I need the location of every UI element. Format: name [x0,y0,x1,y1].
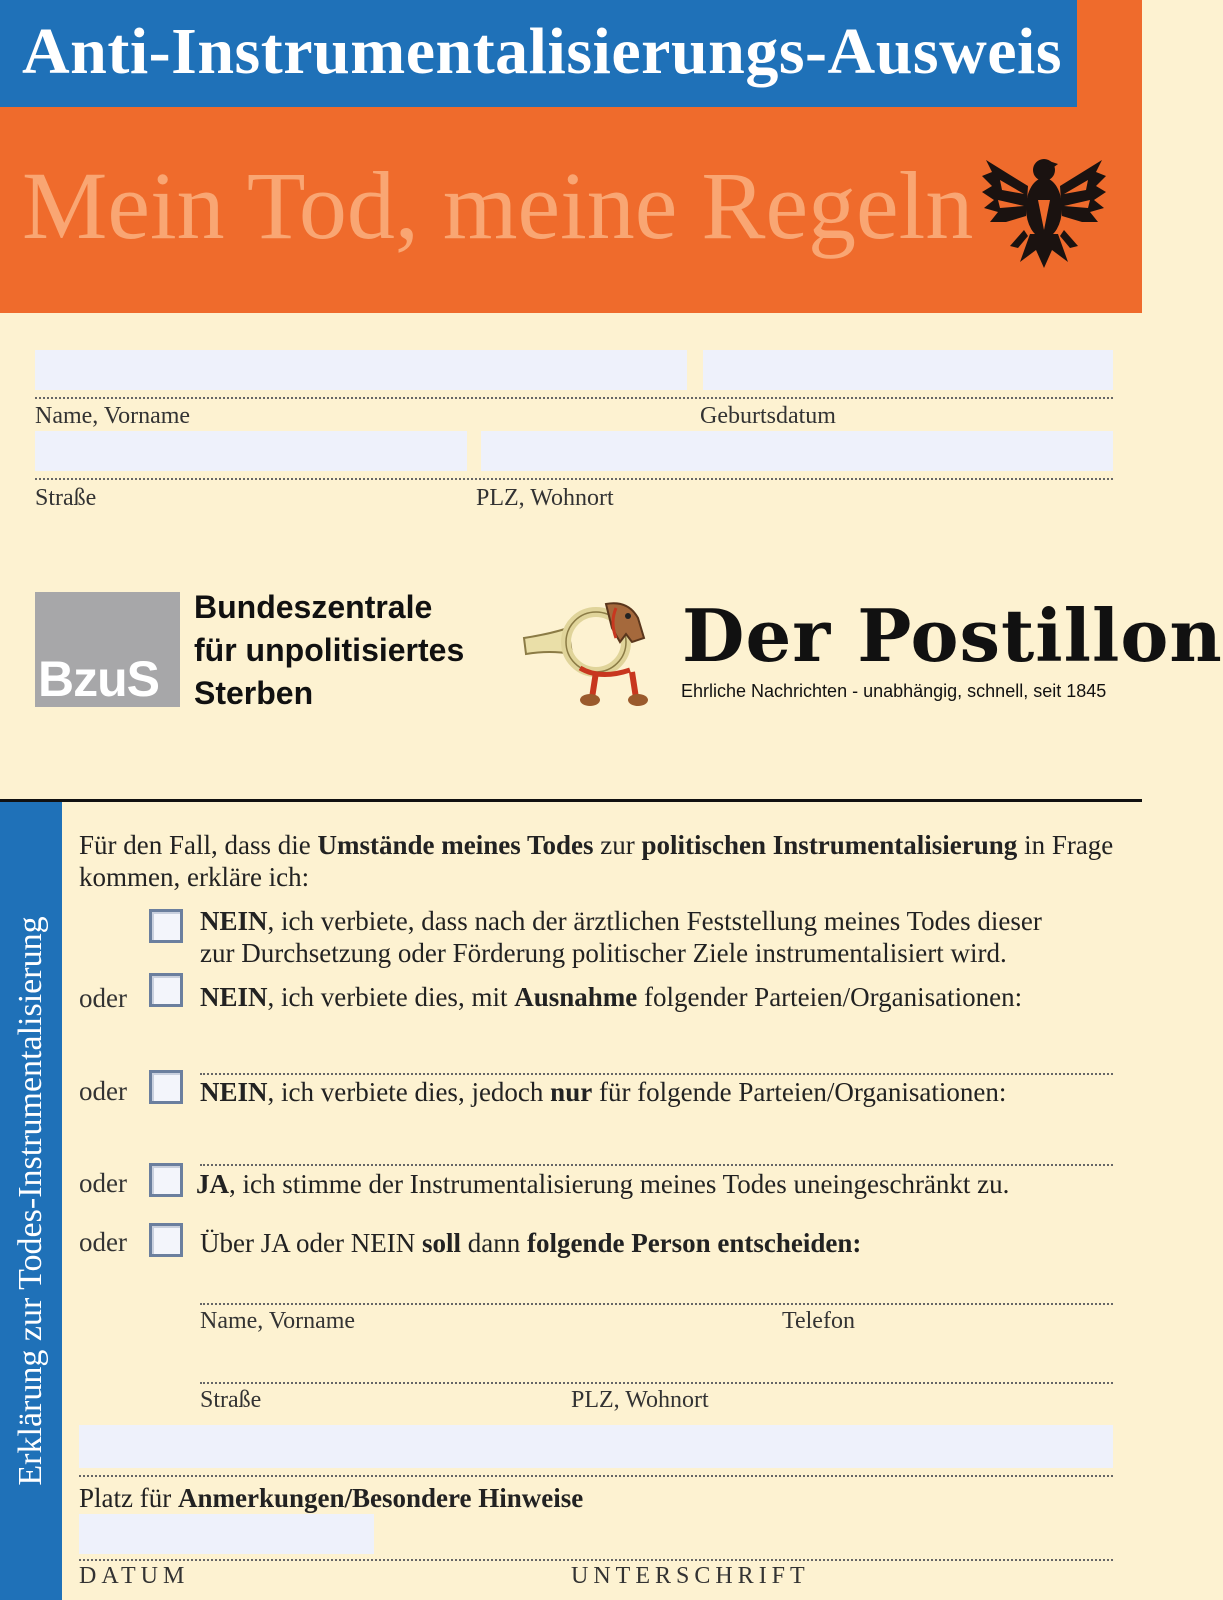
notes-line [79,1475,1113,1477]
notes-label: Platz für Anmerkungen/Besondere Hinweise [79,1483,584,1513]
person-street-line[interactable] [200,1382,1113,1384]
option-1-text: NEIN, ich verbiete, dass nach der ärztlichen Feststellung meines Todes dieser zur Durchsetzung oder Förderung politischer Ziele instrumentalisiert wird. [200,906,1042,968]
option-2-checkbox[interactable] [149,973,183,1007]
slogan: Mein Tod, meine Regeln [22,152,974,259]
postillon-tagline: Ehrliche Nachrichten - unabhängig, schnell, seit 1845 [681,681,1107,701]
name-label: Name, Vorname [35,403,191,429]
person-street-label: Straße [200,1387,262,1413]
option-3-checkbox[interactable] [149,1070,183,1104]
option-5-oder: oder [79,1227,127,1257]
date-label: DATUM [79,1563,190,1589]
option-2-oder: oder [79,983,127,1013]
option-4-text: JA, ich stimme der Instrumentalisierung meines Todes uneingeschränkt zu. [196,1169,1010,1199]
option-3-oder: oder [79,1076,127,1106]
person-name-label: Name, Vorname [200,1308,356,1334]
city-input[interactable] [481,431,1113,471]
street-label: Straße [35,485,97,511]
bzus-line-1: Bundeszentrale [194,589,433,625]
birthdate-input[interactable] [703,350,1113,390]
option-2-text: NEIN, ich verbiete dies, mit Ausnahme folgender Parteien/Organisationen: [200,982,1023,1012]
option-5-checkbox[interactable] [149,1223,183,1257]
postillon-title: Der Postillon [682,593,1223,678]
option-4-oder: oder [79,1168,127,1198]
sidebar-title: Erklärung zur Todes-Instrumentalisierung [12,916,49,1486]
street-input[interactable] [35,431,467,471]
option-3-line[interactable] [200,1164,1113,1166]
person-name-line[interactable] [200,1303,1113,1305]
option-4-checkbox[interactable] [149,1163,183,1197]
bzus-line-2: für unpolitisiertes [194,632,465,668]
federal-eagle-icon [980,150,1108,272]
bzus-line-3: Sterben [194,675,314,711]
street-line [35,478,1113,480]
date-input[interactable] [79,1514,374,1554]
name-line [35,397,1113,399]
posthorn-hobbyhorse-icon [520,598,660,708]
date-signature-line [79,1559,1113,1561]
person-city-label: PLZ, Wohnort [571,1387,709,1413]
option-2-line[interactable] [200,1073,1113,1075]
city-label: PLZ, Wohnort [476,485,614,511]
birthdate-label: Geburtsdatum [700,403,836,429]
bzus-abbr: BzuS [38,651,159,707]
option-1-checkbox[interactable] [149,909,183,943]
option-3-text: NEIN, ich verbiete dies, jedoch nur für folgende Parteien/Organisationen: [200,1077,1007,1107]
notes-input[interactable] [79,1425,1113,1468]
card-title: Anti-Instrumentalisierungs-Ausweis [22,15,1063,88]
option-5-text: Über JA oder NEIN soll dann folgende Person entscheiden: [200,1228,862,1258]
signature-label: UNTERSCHRIFT [571,1563,810,1589]
person-phone-label: Telefon [782,1308,855,1334]
name-input[interactable] [35,350,687,390]
section-divider [0,799,1142,802]
bzus-name [194,586,464,715]
declaration-intro: Für den Fall, dass die Umstände meines Todes zur politischen Instrumentalisierung in Frage kommen, erkläre ich: [79,830,1114,892]
